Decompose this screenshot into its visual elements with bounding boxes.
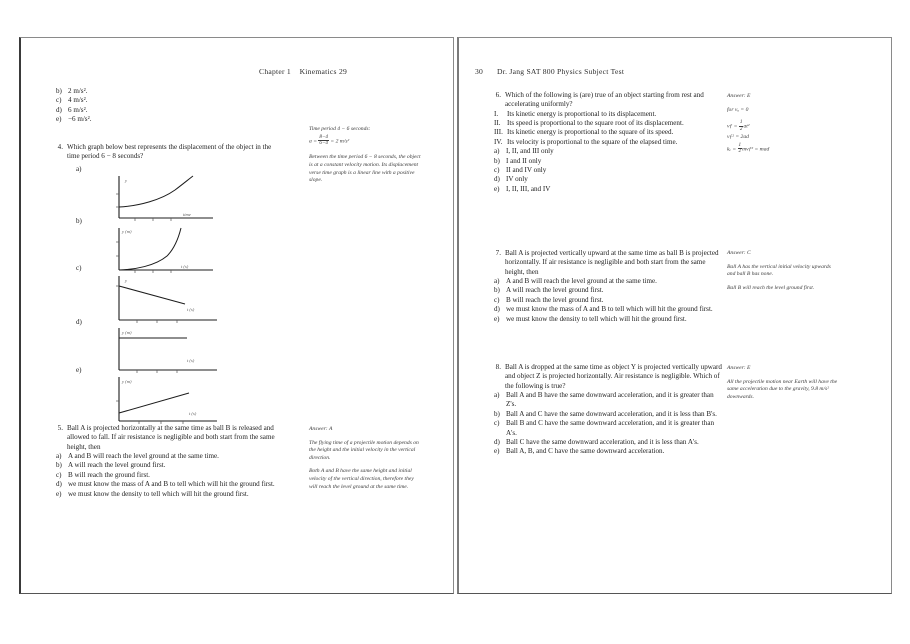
answer-paragraph: Ball B will reach the level ground first. bbox=[727, 284, 815, 291]
answer-label: Answer: C bbox=[727, 250, 751, 256]
choice-text: Ball A, B, and C have the same downward acceleration. bbox=[506, 447, 665, 456]
choice-text: 6 m/s². bbox=[68, 105, 88, 114]
choice-text: I and II only bbox=[506, 156, 542, 165]
list-item[interactable] bbox=[492, 447, 722, 456]
roman-label: I. bbox=[494, 109, 499, 118]
choice-list bbox=[492, 391, 722, 457]
choice-label: d) bbox=[56, 480, 62, 489]
roman-label: III. bbox=[494, 128, 503, 137]
choice-list bbox=[54, 87, 284, 124]
choice-text: Ball A and C have the same downward acceleration, and it is less than B's. bbox=[506, 409, 717, 418]
list-item bbox=[492, 110, 722, 119]
fraction-numerator: 8−4 bbox=[319, 133, 329, 140]
list-item bbox=[492, 138, 722, 147]
sidebar-answer-q5 bbox=[309, 426, 421, 497]
answer-label: Answer: E bbox=[727, 365, 751, 371]
equation-tail: = 2 m/s² bbox=[330, 137, 350, 144]
choice-label: e) bbox=[494, 447, 500, 456]
choice-text: Ball A and B have the same downward acceleration, and it is greater than Z's. bbox=[506, 391, 714, 409]
equation-lead: kₑ = bbox=[727, 145, 737, 152]
choice-label: a) bbox=[494, 147, 500, 156]
list-item[interactable] bbox=[492, 438, 722, 447]
choice-text: I, II, and III only bbox=[506, 147, 554, 156]
graph-label-b: b) bbox=[76, 217, 82, 225]
list-item[interactable] bbox=[54, 471, 284, 480]
question-8 bbox=[492, 363, 722, 457]
list-item[interactable] bbox=[54, 87, 284, 96]
choice-label: c) bbox=[56, 470, 62, 479]
question-stem: Ball A is dropped at the same time as object Y is projected vertically upward and object Z is projected horizontally. Air resistance is negligible. Which of the following is true? bbox=[505, 363, 722, 390]
roman-label: IV. bbox=[494, 137, 503, 146]
list-item bbox=[492, 119, 722, 128]
sidebar-equation-1 bbox=[727, 120, 839, 132]
fraction-numerator: 1 bbox=[739, 119, 743, 126]
sidebar-answer-q8 bbox=[727, 365, 839, 407]
choice-label: b) bbox=[494, 409, 500, 418]
choice-text: −6 m/s². bbox=[68, 115, 92, 124]
svg-text:t (s): t (s) bbox=[189, 411, 197, 416]
svg-text:y: y bbox=[125, 278, 128, 283]
list-item[interactable] bbox=[492, 315, 722, 324]
roman-text: Its speed is proportional to the square root of its displacement. bbox=[507, 119, 684, 128]
list-item[interactable] bbox=[54, 490, 284, 499]
choice-text: we must know the density to tell which will hit the ground first. bbox=[68, 489, 249, 498]
choice-label: a) bbox=[494, 391, 500, 400]
choice-label: b) bbox=[56, 461, 62, 470]
svg-text:t (s): t (s) bbox=[187, 307, 195, 312]
choice-text: Ball C have the same downward acceleration, and it is less than A's. bbox=[506, 437, 699, 446]
svg-text:y: y bbox=[125, 178, 128, 183]
sidebar-paragraph: Between the time period 6 − 8 seconds, the object is at a constant velocity motion. Its displacement verse time graph is a linear line with a positive slope. bbox=[309, 154, 421, 184]
choice-text: we must know the mass of A and B to tell which will hit the ground first. bbox=[506, 305, 713, 314]
sidebar-answer-q6 bbox=[727, 93, 839, 156]
choice-label: c) bbox=[494, 165, 500, 174]
choice-label: e) bbox=[56, 115, 62, 124]
choice-list bbox=[492, 277, 722, 324]
sidebar-answer-q7 bbox=[727, 250, 839, 298]
svg-text:y (m): y (m) bbox=[122, 330, 132, 335]
question-stem: Ball A is projected vertically upward at the same time as ball B is projected horizontally. If air resistance is negligible and both start from the same height, then bbox=[505, 249, 719, 276]
question-number: 8. bbox=[495, 363, 501, 371]
sidebar-answer-q3 bbox=[309, 126, 421, 191]
choice-text: A and B will reach the level ground at the same time. bbox=[506, 277, 657, 286]
sidebar-equation-3 bbox=[727, 143, 839, 155]
list-item[interactable] bbox=[54, 115, 284, 124]
question3-continued-choices bbox=[54, 87, 284, 124]
choice-text: I, II, III, and IV bbox=[506, 184, 551, 193]
fraction-numerator: 1 bbox=[738, 141, 742, 148]
page-left-number: 29 bbox=[339, 67, 348, 76]
choice-text: IV only bbox=[506, 175, 528, 184]
choice-label: e) bbox=[494, 314, 500, 323]
answer-label: Answer: A bbox=[309, 426, 333, 432]
list-item[interactable] bbox=[54, 96, 284, 105]
graph-d bbox=[109, 326, 221, 378]
graph-b bbox=[109, 226, 219, 278]
question-number: 7. bbox=[495, 249, 501, 257]
fraction-denominator: 2 bbox=[738, 148, 742, 154]
choice-list bbox=[492, 147, 722, 194]
question-7 bbox=[492, 249, 722, 324]
answer-paragraph: Both A and B have the same height and initial velocity of the vertical direction, therefore they will reach the level ground at the same time. bbox=[309, 468, 414, 490]
list-item[interactable] bbox=[492, 296, 722, 305]
list-item[interactable] bbox=[492, 277, 722, 286]
fraction-denominator: 2 bbox=[739, 125, 743, 132]
sidebar-equation-2: vƒ² = 2ad bbox=[727, 133, 749, 140]
choice-label: d) bbox=[494, 437, 500, 446]
graph-label-a: a) bbox=[76, 165, 82, 173]
choice-label: b) bbox=[494, 156, 500, 165]
question-stem: Ball A is projected horizontally at the same time as ball B is released and allowed to fall. If air resistance is negligible and both start from the same height, then bbox=[67, 424, 275, 451]
choice-text: 4 m/s². bbox=[68, 96, 88, 105]
list-item[interactable] bbox=[492, 410, 722, 419]
list-item[interactable] bbox=[492, 419, 722, 438]
roman-text: Its velocity is proportional to the square of the elapsed time. bbox=[507, 137, 678, 146]
list-item[interactable] bbox=[54, 480, 284, 489]
list-item[interactable] bbox=[492, 157, 722, 166]
choice-label: e) bbox=[494, 184, 500, 193]
choice-label: d) bbox=[494, 175, 500, 184]
answer-paragraph: All the projectile motion near Earth will have the same acceleration due to the gravity, 9.8 m/s² downwards. bbox=[727, 378, 838, 400]
equation-lead: a = bbox=[309, 137, 317, 144]
page-right bbox=[457, 37, 892, 594]
sidebar-line: Time period 4 − 6 seconds: bbox=[309, 126, 371, 132]
page-right-number: 30 bbox=[475, 67, 484, 76]
choice-label: e) bbox=[56, 489, 62, 498]
answer-paragraph: The flying time of a projectile motion depends on the height and the initial velocity in the vertical direction. bbox=[309, 439, 419, 461]
list-item[interactable] bbox=[54, 461, 284, 470]
choice-text: II and IV only bbox=[506, 165, 547, 174]
choice-text: Ball B and C have the same downward acceleration, and it is greater than A's. bbox=[506, 419, 715, 437]
question-stem: Which of the following is (are) true of an object starting from rest and accelerating uniformly? bbox=[505, 91, 704, 109]
choice-text: B will reach the ground first. bbox=[68, 470, 150, 479]
choice-label: a) bbox=[494, 277, 500, 286]
list-item[interactable] bbox=[492, 166, 722, 175]
list-item[interactable] bbox=[492, 147, 722, 156]
list-item[interactable] bbox=[492, 286, 722, 295]
roman-text: Its kinetic energy is proportional to its displacement. bbox=[507, 109, 657, 118]
choice-label: b) bbox=[494, 286, 500, 295]
choice-text: B will reach the level ground first. bbox=[506, 295, 604, 304]
equation-tail: at² bbox=[743, 123, 750, 130]
choice-label: c) bbox=[56, 96, 62, 105]
graph-label-e: e) bbox=[76, 366, 82, 374]
list-item bbox=[492, 128, 722, 137]
page-left-header bbox=[259, 67, 337, 76]
choice-text: A and B will reach the level ground at the same time. bbox=[68, 452, 219, 461]
list-item[interactable] bbox=[54, 452, 284, 461]
list-item[interactable] bbox=[492, 391, 722, 410]
choice-label: c) bbox=[494, 419, 500, 428]
svg-text:t (s): t (s) bbox=[181, 264, 189, 269]
sidebar-equation bbox=[309, 135, 421, 147]
choice-label: d) bbox=[494, 305, 500, 314]
equation-lead: vƒ = bbox=[727, 123, 738, 130]
question-number: 4. bbox=[57, 143, 63, 151]
choice-label: b) bbox=[56, 87, 62, 95]
question-stem: Which graph below best represents the displacement of the object in the time period 6 − 8 seconds? bbox=[67, 143, 272, 161]
graph-c bbox=[109, 274, 221, 328]
graph-label-c: c) bbox=[76, 264, 82, 272]
list-item[interactable] bbox=[492, 185, 722, 194]
fraction-denominator: 6−4 bbox=[319, 140, 329, 146]
choice-text: A will reach the level ground first. bbox=[506, 286, 604, 295]
choice-label: d) bbox=[56, 105, 62, 114]
list-item[interactable] bbox=[54, 106, 284, 115]
roman-item-list bbox=[492, 110, 722, 147]
choice-text: 2 m/s². bbox=[68, 87, 88, 95]
roman-label: II. bbox=[494, 119, 501, 128]
choice-list bbox=[54, 452, 284, 499]
graph-e bbox=[109, 375, 221, 429]
choice-label: a) bbox=[56, 452, 62, 461]
header-title: Kinematics bbox=[299, 67, 337, 76]
graph-a bbox=[109, 174, 219, 224]
fraction bbox=[318, 135, 329, 147]
list-item[interactable] bbox=[492, 305, 722, 314]
choice-text: we must know the mass of A and B to tell which will hit the ground first. bbox=[68, 480, 275, 489]
equation-tail: mvƒ² = mad bbox=[742, 145, 770, 152]
svg-text:t (s): t (s) bbox=[187, 358, 195, 363]
header-chapter: Chapter 1 bbox=[259, 67, 291, 76]
choice-label: c) bbox=[494, 295, 500, 304]
answer-condition: for vₒ = 0 bbox=[727, 106, 749, 113]
answer-paragraph: Ball A has the vertical initial velocity upwards and ball B has none. bbox=[727, 263, 831, 278]
roman-text: Its kinetic energy is proportional to the square of its speed. bbox=[507, 128, 674, 137]
svg-text:y (m): y (m) bbox=[122, 229, 132, 234]
svg-text:y (m): y (m) bbox=[122, 379, 132, 384]
list-item[interactable] bbox=[492, 175, 722, 184]
svg-text:time: time bbox=[183, 212, 191, 217]
answer-label: Answer: E bbox=[727, 93, 751, 99]
question-number: 5. bbox=[57, 424, 63, 432]
page-left bbox=[19, 37, 454, 594]
question-4 bbox=[54, 143, 284, 162]
question-6 bbox=[492, 91, 722, 194]
choice-text: A will reach the level ground first. bbox=[68, 461, 166, 470]
question-5 bbox=[54, 424, 284, 499]
page-right-header: Dr. Jang SAT 800 Physics Subject Test bbox=[497, 67, 625, 76]
graph-label-d: d) bbox=[76, 318, 82, 326]
question-number: 6. bbox=[495, 91, 501, 99]
choice-text: we must know the density to tell which will hit the ground first. bbox=[506, 314, 687, 323]
